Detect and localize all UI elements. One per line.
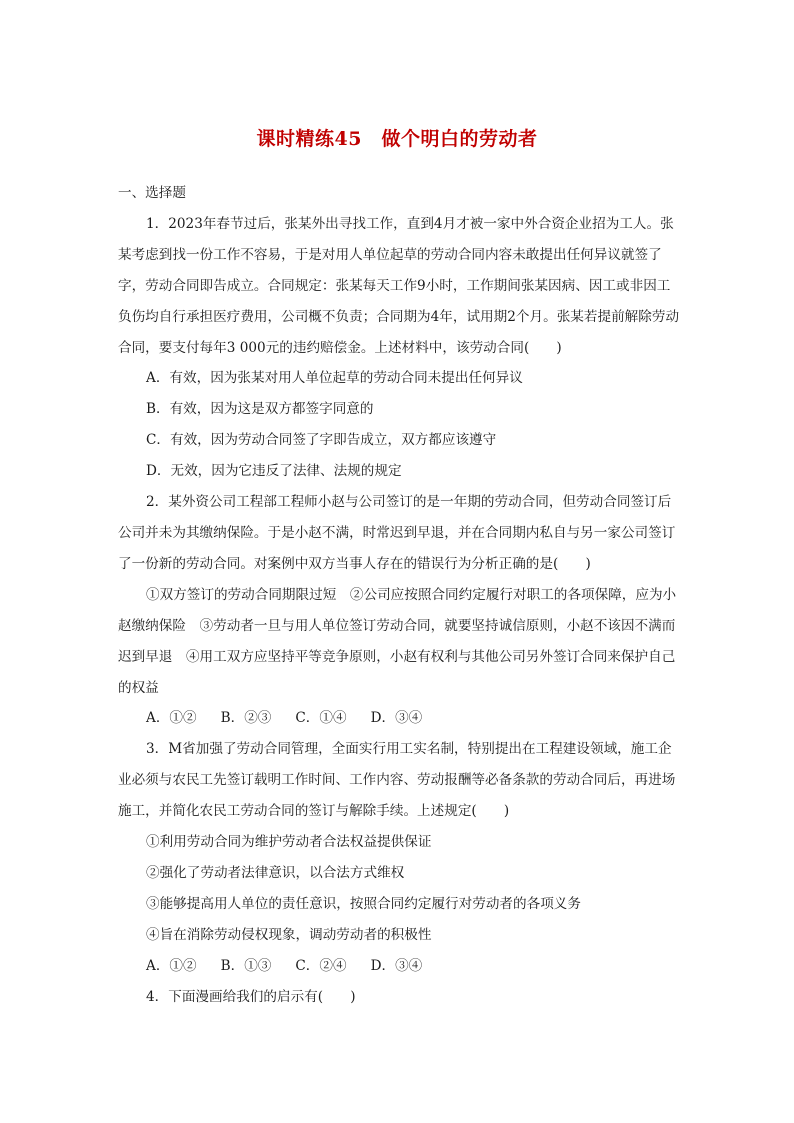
question-3-statement-4: ④旨在消除劳动侵权现象，调动劳动者的积极性 (146, 926, 432, 943)
question-3-option-a: A．①② (146, 957, 197, 974)
question-3-statement-1: ①利用劳动合同为维护劳动者合法权益提供保证 (146, 834, 432, 851)
question-2-option-b: B．②③ (220, 710, 272, 727)
question-1-stem: 1．2023年春节过后，张某外出寻找工作，直到4月才被一家中外合资企业招为工人。张某考虑到找一份工作不容易，于是对用人单位起草的劳动合同内容未敢提出任何异议就签了字，劳动合同即告成立。合同规定：张某每天工作9小时，工作期间张某因病、因工或非因工负伤均自行承担医疗费用，公司概不负责；合同期为4年，试用期2个月。张某若提前解除劳动合同，要支付每年3 000元的违约赔偿金。上述材料中，该劳动合同( ) (118, 215, 680, 356)
question-3-option-c: C．②④ (295, 957, 347, 974)
question-2-option-c: C．①④ (295, 710, 347, 727)
question-3-option-d: D．③④ (370, 957, 423, 974)
question-3-statement-3: ③能够提高用人单位的责任意识，按照合同约定履行对劳动者的各项义务 (146, 895, 581, 912)
question-1-option-c: C．有效，因为劳动合同签了字即告成立，双方都应该遵守 (146, 432, 497, 449)
question-3-option-b: B．①③ (220, 957, 272, 974)
question-4-stem: 4．下面漫画给我们的启示有( ) (146, 988, 356, 1005)
question-3-statement-2: ②强化了劳动者法律意识，以合法方式维权 (146, 864, 405, 881)
question-1-option-d: D．无效，因为它违反了法律、法规的规定 (146, 463, 402, 480)
question-2-option-a: A．①② (146, 710, 197, 727)
page-title: 课时精练45 做个明白的劳动者 (256, 128, 538, 150)
question-2-options (118, 703, 680, 734)
question-1-option-b: B．有效，因为这是双方都签字同意的 (146, 401, 374, 418)
question-2-statements: ①双方签订的劳动合同期限过短 ②公司应按照合同约定履行对职工的各项保障，应为小赵缴纳保险 ③劳动者一旦与用人单位签订劳动合同，就要坚持诚信原则，小赵不该因不满而迟到早退 ④用工双方应坚持平等竞争原则，小赵有权利与其他公司另外签订合同来保护自己的权益 (118, 586, 677, 696)
question-list (118, 178, 680, 1012)
question-3-options (118, 951, 680, 982)
question-1-option-a: A．有效，因为张某对用人单位起草的劳动合同未提出任何异议 (146, 370, 523, 387)
question-2-option-d: D．③④ (370, 710, 423, 727)
question-2-stem: 2．某外资公司工程部工程师小赵与公司签订的是一年期的劳动合同，但劳动合同签订后公司并未为其缴纳保险。于是小赵不满，时常迟到早退，并在合同期内私自与另一家公司签订了一份新的劳动合同。对案例中双方当事人存在的错误行为分析正确的是( ) (118, 494, 676, 572)
section-heading: 一、选择题 (118, 185, 186, 201)
question-3-stem: 3．M省加强了劳动合同管理，全面实行用工实名制，特别提出在工程建设领域，施工企业必须与农民工先签订载明工作时间、工作内容、劳动报酬等必备条款的劳动合同后，再进场施工，并简化农民工劳动合同的签订与解除手续。上述规定( ) (118, 741, 676, 820)
